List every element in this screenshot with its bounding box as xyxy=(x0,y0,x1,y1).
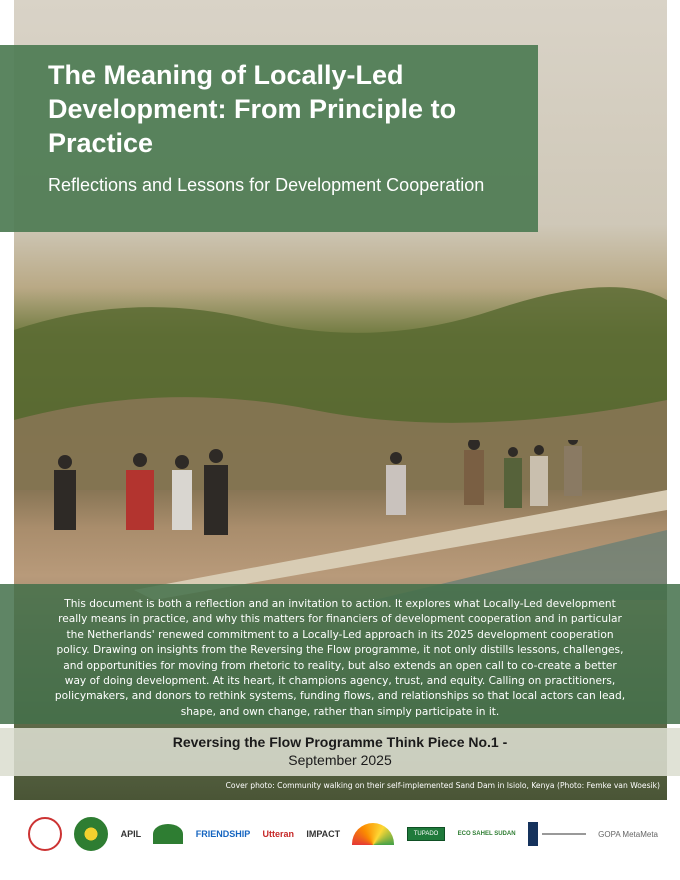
impact-logo: IMPACT xyxy=(306,829,341,839)
government-logo xyxy=(528,822,586,846)
rainbow-logo xyxy=(352,823,394,845)
document-title: The Meaning of Locally-Led Development: From Principle to Practice xyxy=(48,60,457,158)
utteran-logo: Utteran xyxy=(262,829,295,839)
abstract-text: This document is both a reflection and an invitation to action. It explores what Locally-Led development really means in practice, and why this matters for financiers of development cooperation and in particular the Netherlands' renewed commitment to a Locally-Led approach in its 2025 development cooperation policy. Drawing on insights from the Reversing the Flow programme, it not only distills lessons, challenges, and opportunities for moving from rhetoric to reality, but also extends an open call to co-create a better way of doing development. At its heart, it champions agency, trust, and equity. Calling on practitioners, policymakers, and donors to rethink systems, funding flows, and relationships so that local actors can lead, shape, and own change, rather than simply participate in it. xyxy=(54,598,626,718)
series-title: Reversing the Flow Programme Think Piece No.1 - xyxy=(172,734,508,750)
tupado-logo: TUPADO xyxy=(407,827,446,841)
apda-logo xyxy=(28,817,62,851)
partner-logos-row xyxy=(28,812,658,856)
gopa-metameta-logo: GOPA MetaMeta xyxy=(598,829,658,839)
sahel-logo: ECO SAHEL SUDAN xyxy=(457,831,516,837)
series-date: September 2025 xyxy=(288,752,392,768)
photo-caption: Cover photo: Community walking on their self-implemented Sand Dam in Isiolo, Kenya (Photo: Femke van Woesik) xyxy=(225,781,660,790)
partner-seal-logo xyxy=(74,817,108,851)
partner-logo xyxy=(153,824,183,844)
friendship-logo: FRIENDSHIP xyxy=(195,829,251,839)
people-walking-illustration xyxy=(34,440,654,590)
apil-logo: APIL xyxy=(120,829,142,839)
document-subtitle: Reflections and Lessons for Development Cooperation xyxy=(48,175,485,195)
